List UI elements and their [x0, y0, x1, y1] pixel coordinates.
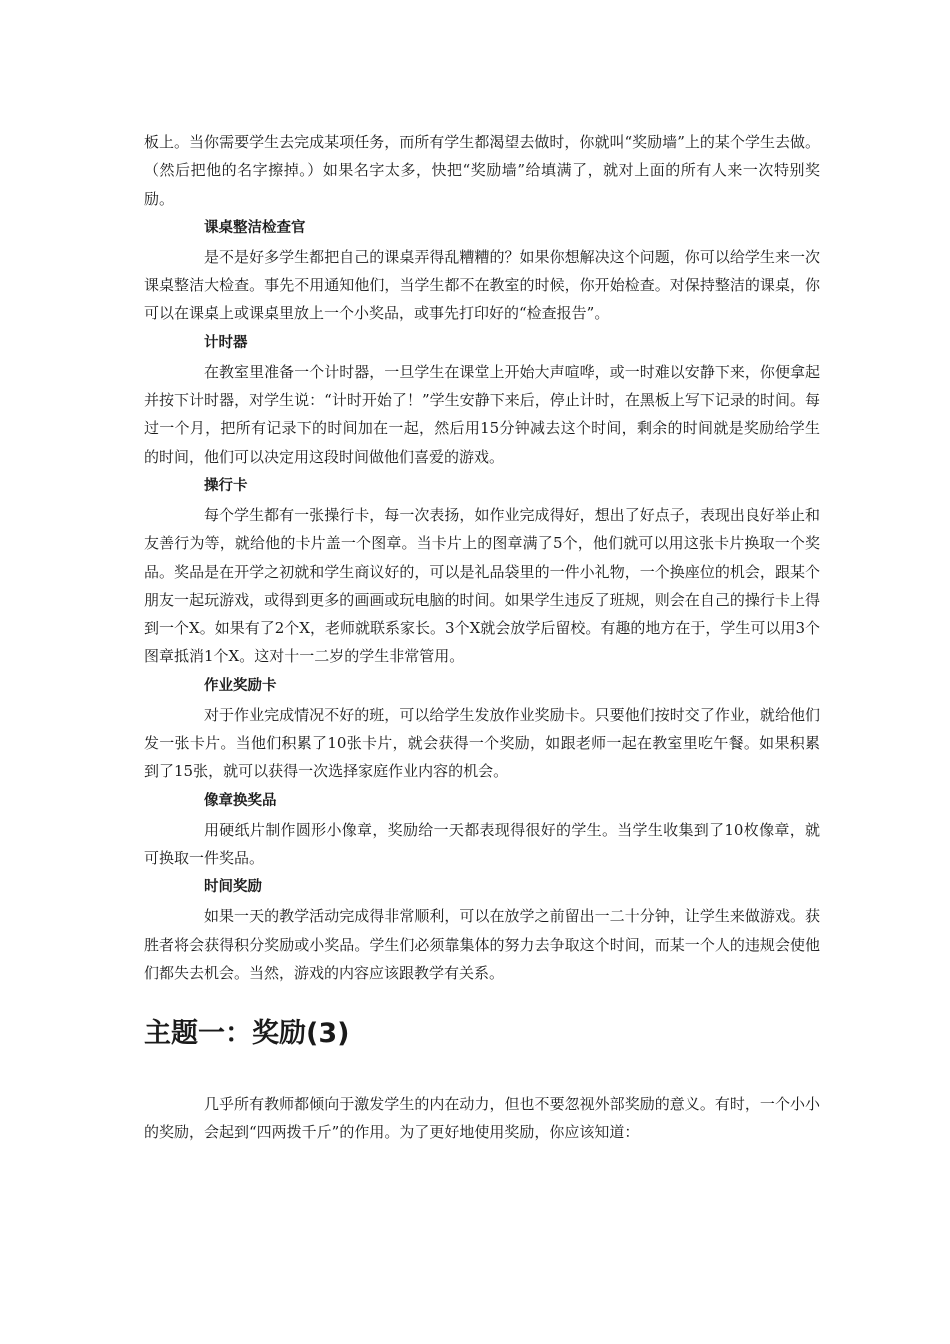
section-body-badge-prize: 用硬纸片制作圆形小像章，奖励给一天都表现得很好的学生。当学生收集到了10枚像章，就可换取一件奖品。 [144, 820, 820, 867]
topic-title: 主题一：奖励(3) [144, 1018, 350, 1050]
section-heading-homework-card: 作业奖励卡 [204, 677, 277, 694]
section-heading-conduct-card: 操行卡 [204, 477, 248, 494]
document-page [144, 128, 820, 1147]
section-heading-time-reward: 时间奖励 [204, 879, 262, 896]
continuation-paragraph: 板上。当你需要学生去完成某项任务，而所有学生都渴望去做时，你就叫“奖励墙”上的某个学生去做。（然后把他的名字擦掉。）如果名字太多，快把“奖励墙”给填满了，就对上面的所有人来一次特别奖励。 [144, 133, 820, 208]
intro-paragraph: 几乎所有教师都倾向于激发学生的内在动力，但也不要忽视外部奖励的意义。有时，一个小小的奖励，会起到“四两拨千斤”的作用。为了更好地使用奖励，你应该知道： [144, 1095, 820, 1142]
section-body-homework-card: 对于作业完成情况不好的班，可以给学生发放作业奖励卡。只要他们按时交了作业，就给他们发一张卡片。当他们积累了10张卡片，就会获得一个奖励，如跟老师一起在教室里吃午餐。如果积累到了15张，就可以获得一次选择家庭作业内容的机会。 [144, 705, 820, 781]
section-body-desk-inspector: 是不是好多学生都把自己的课桌弄得乱糟糟的？如果你想解决这个问题，你可以给学生来一次课桌整洁大检查。事先不用通知他们，当学生都不在教室的时候，你开始检查。对保持整洁的课桌，你可以在课桌上或课桌里放上一个小奖品，或事先打印好的“检查报告”。 [144, 247, 820, 323]
section-body-conduct-card: 每个学生都有一张操行卡，每一次表扬，如作业完成得好，想出了好点子，表现出良好举止和友善行为等，就给他的卡片盖一个图章。当卡片上的图章满了5个，他们就可以用这张卡片换取一个奖品。奖品是在开学之初就和学生商议好的，可以是礼品袋里的一件小礼物，一个换座位的机会，跟某个朋友一起玩游戏，或得到更多的画画或玩电脑的时间。如果学生违反了班规，则会在自己的操行卡上得到一个X。如果有了2个X，老师就联系家长。3个X就会放学后留校。有趣的地方在于，学生可以用3个图章抵消1个X。这对十一二岁的学生非常管用。 [144, 505, 820, 666]
section-heading-desk-inspector: 课桌整洁检查官 [204, 219, 306, 236]
section-heading-badge-prize: 像章换奖品 [204, 792, 277, 809]
section-body-timer: 在教室里准备一个计时器，一旦学生在课堂上开始大声喧哗，或一时难以安静下来，你便拿起并按下计时器，对学生说：“计时开始了！”学生安静下来后，停止计时，在黑板上写下记录的时间。每过一个月，把所有记录下的时间加在一起，然后用15分钟减去这个时间，剩余的时间就是奖励给学生的时间，他们可以决定用这段时间做他们喜爱的游戏。 [144, 362, 820, 466]
section-body-time-reward: 如果一天的教学活动完成得非常顺利，可以在放学之前留出一二十分钟，让学生来做游戏。获胜者将会获得积分奖励或小奖品。学生们必须靠集体的努力去争取这个时间，而某一个人的违规会使他们都失去机会。当然，游戏的内容应该跟教学有关系。 [144, 907, 820, 982]
section-heading-timer: 计时器 [204, 334, 248, 351]
